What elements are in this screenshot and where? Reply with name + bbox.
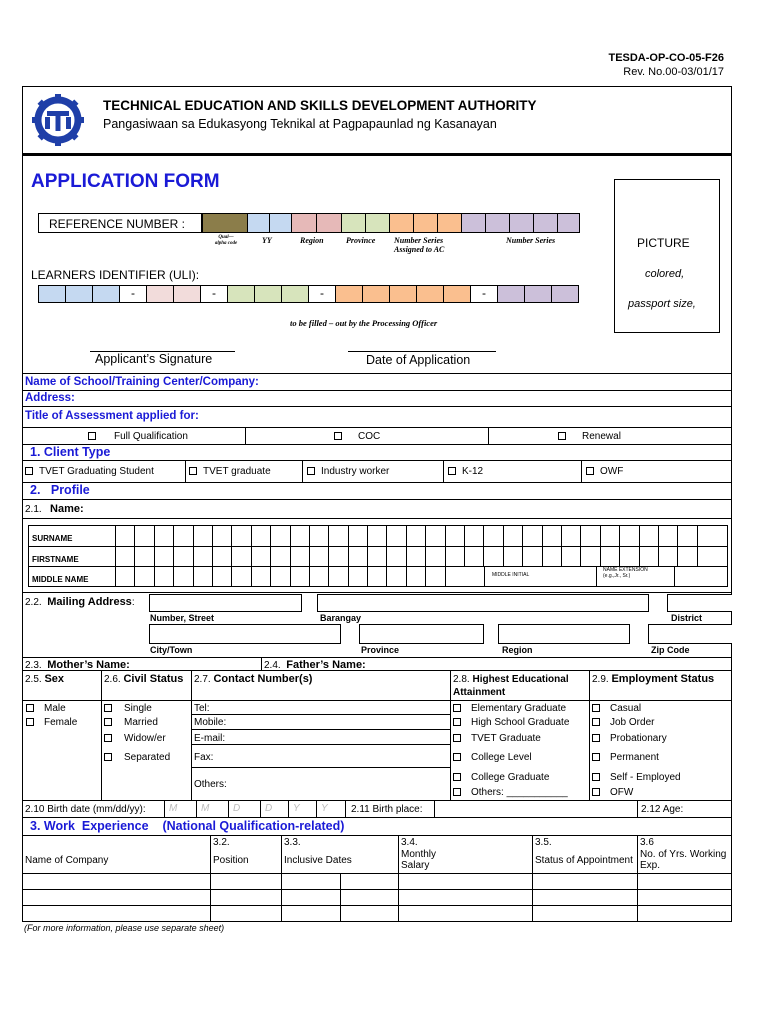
header-box — [22, 86, 732, 156]
agency-name-local: Pangasiwaan sa Edukasyong Teknikal at Pagpapaunlad ng Kasanayan — [103, 117, 497, 131]
col-years-exp: No. of Yrs. Working Exp. — [640, 849, 727, 871]
ref-cell — [365, 213, 390, 233]
col-inclusive-dates: Inclusive Dates — [284, 855, 352, 866]
contact-tel[interactable]: Tel: — [194, 703, 210, 714]
city-town-label: City/Town — [150, 645, 193, 655]
agency-name: TECHNICAL EDUCATION AND SKILLS DEVELOPMENT AUTHORITY — [103, 98, 537, 113]
middle-initial-label: MIDDLE INITIAL — [492, 572, 530, 578]
name-extension-label: NAME EXTENSION (e.g.,Jr., Sr.) — [603, 567, 648, 579]
emp-probationary[interactable]: Probationary — [592, 733, 667, 744]
ref-cell — [202, 213, 248, 233]
barangay-input[interactable] — [317, 594, 649, 612]
barangay-label: Barangay — [320, 613, 362, 623]
picture-title: PICTURE — [637, 236, 690, 250]
col-position-num: 3.2. — [213, 837, 230, 848]
civil-widower[interactable]: Widow/er — [104, 733, 166, 744]
applicant-signature-label: Applicant’s Signature — [95, 352, 213, 366]
work-row[interactable] — [22, 889, 732, 890]
sex-male[interactable]: Male — [26, 703, 66, 714]
ref-cell — [341, 213, 366, 233]
ref-cell — [437, 213, 462, 233]
emp-job-order[interactable]: Job Order — [592, 717, 654, 728]
ref-sub-number-series-ac: Number Series Assigned to AC — [394, 236, 445, 254]
firstname-label: FIRSTNAME — [32, 555, 79, 564]
picture-line1: colored, — [645, 268, 685, 280]
address-label: Address: — [25, 392, 75, 404]
ref-cell — [509, 213, 534, 233]
city-town-input[interactable] — [149, 624, 341, 644]
educ-tvet[interactable]: TVET Graduate — [453, 733, 541, 744]
reference-label: REFERENCE NUMBER : — [49, 217, 186, 231]
educ-others[interactable]: Others: ___________ — [453, 787, 568, 798]
civil-separated[interactable]: Separated — [104, 752, 170, 763]
ref-cell — [461, 213, 486, 233]
contact-fax[interactable]: Fax: — [194, 752, 214, 763]
tesda-logo — [31, 93, 85, 147]
ref-sub-qual: Qual— alpha code — [214, 235, 238, 246]
work-row[interactable] — [22, 905, 732, 906]
profile-heading: 2. Profile — [30, 483, 90, 497]
ref-cell — [291, 213, 317, 233]
col-name-of-company: Name of Company — [25, 855, 109, 866]
sex-female[interactable]: Female — [26, 717, 77, 728]
col-status-of-appointment: Status of Appointment — [535, 855, 633, 866]
form-title: APPLICATION FORM — [31, 171, 220, 192]
district-label: District — [671, 613, 703, 623]
reference-label-box — [38, 213, 202, 233]
birthdate-label: 2.10 Birth date (mm/dd/yy): — [25, 804, 146, 815]
father-name-label: 2.4. Father’s Name: — [264, 659, 366, 671]
civil-status-label: 2.6. Civil Status — [104, 673, 184, 685]
ref-sub-region: Region — [300, 236, 324, 245]
sex-label: 2.5. Sex — [25, 673, 65, 685]
col-position: Position — [213, 855, 249, 866]
col-monthly-salary-num: 3.4. — [401, 837, 418, 848]
ref-cell — [316, 213, 342, 233]
col-monthly-salary: Monthly Salary — [401, 849, 437, 871]
civil-married[interactable]: Married — [104, 717, 158, 728]
educ-high-school[interactable]: High School Graduate — [453, 717, 569, 728]
ref-cell — [247, 213, 270, 233]
emp-casual[interactable]: Casual — [592, 703, 641, 714]
emp-ofw[interactable]: OFW — [592, 787, 633, 798]
client-industry-worker[interactable]: Industry worker — [307, 466, 389, 477]
emp-permanent[interactable]: Permanent — [592, 752, 659, 763]
contact-label: 2.7. Contact Number(s) — [194, 673, 313, 685]
name-label: 2.1. Name: — [25, 503, 84, 515]
client-tvet-graduating[interactable]: TVET Graduating Student — [25, 466, 154, 477]
school-name-label: Name of School/Training Center/Company: — [25, 376, 259, 388]
option-coc[interactable]: COC — [334, 431, 380, 442]
birthplace-label: 2.11 Birth place: — [351, 804, 423, 815]
province-input[interactable] — [359, 624, 484, 644]
region-input[interactable] — [498, 624, 630, 644]
work-experience-heading: 3. Work Experience (National Qualification-related) — [30, 819, 345, 833]
client-k12[interactable]: K-12 — [448, 466, 483, 477]
col-status-num: 3.5. — [535, 837, 552, 848]
zip-code-label: Zip Code — [651, 645, 690, 655]
number-street-input[interactable] — [149, 594, 302, 612]
ref-sub-province: Province — [346, 236, 376, 245]
mailing-label: 2.2. Mailing Address: — [25, 596, 135, 608]
birthdate-cells[interactable]: M M D D Y Y — [164, 800, 346, 817]
client-owf[interactable]: OWF — [586, 466, 623, 477]
uli-cells[interactable]: - - - - — [38, 285, 579, 303]
contact-others[interactable]: Others: — [194, 779, 227, 790]
contact-email[interactable]: E-mail: — [194, 733, 226, 744]
civil-single[interactable]: Single — [104, 703, 152, 714]
contact-mobile[interactable]: Mobile: — [194, 717, 227, 728]
educ-college-graduate[interactable]: College Graduate — [453, 772, 549, 783]
option-renewal[interactable]: Renewal — [558, 431, 621, 442]
work-footnote: (For more information, please use separate sheet) — [24, 923, 225, 933]
picture-box[interactable] — [614, 179, 720, 333]
middlename-label: MIDDLE NAME — [32, 575, 89, 584]
uli-note: to be filled – out by the Processing Officer — [290, 318, 438, 328]
district-input[interactable] — [667, 594, 732, 612]
client-tvet-graduate[interactable]: TVET graduate — [189, 466, 271, 477]
picture-line2: passport size, — [628, 298, 696, 310]
ref-cell — [485, 213, 510, 233]
ref-cell — [389, 213, 414, 233]
age-label: 2.12 Age: — [641, 804, 684, 815]
revision: Rev. No.00-03/01/17 — [623, 66, 724, 78]
col-inclusive-dates-num: 3.3. — [284, 837, 301, 848]
number-street-label: Number, Street — [150, 613, 215, 623]
ref-cell — [413, 213, 438, 233]
assessment-label: Title of Assessment applied for: — [25, 410, 199, 422]
option-full-qualification[interactable]: Full Qualification — [88, 431, 188, 442]
educ-label: 2.8. Highest Educational Attainment — [453, 674, 569, 698]
uli-label: LEARNERS IDENTIFIER (ULI): — [31, 268, 200, 282]
surname-label: SURNAME — [32, 534, 73, 543]
zip-code-input[interactable] — [648, 624, 732, 644]
col-years-exp-num: 3.6 — [640, 837, 654, 848]
employment-label: 2.9. Employment Status — [592, 673, 715, 685]
province-label: Province — [361, 645, 400, 655]
ref-cell — [269, 213, 292, 233]
client-type-heading: 1. Client Type — [30, 445, 111, 459]
ref-sub-yy: YY — [262, 236, 272, 245]
ref-cell — [533, 213, 558, 233]
mother-name-label: 2.3. Mother’s Name: — [25, 659, 130, 671]
ref-cell — [557, 213, 580, 233]
ref-sub-number-series: Number Series — [506, 236, 556, 245]
reference-number-cells[interactable] — [202, 213, 580, 233]
form-code: TESDA-OP-CO-05-F26 — [608, 52, 724, 64]
date-of-application-label: Date of Application — [366, 353, 471, 367]
educ-elementary[interactable]: Elementary Graduate — [453, 703, 566, 714]
emp-self-employed[interactable]: Self - Employed — [592, 772, 681, 783]
region-label: Region — [502, 645, 533, 655]
educ-college-level[interactable]: College Level — [453, 752, 532, 763]
